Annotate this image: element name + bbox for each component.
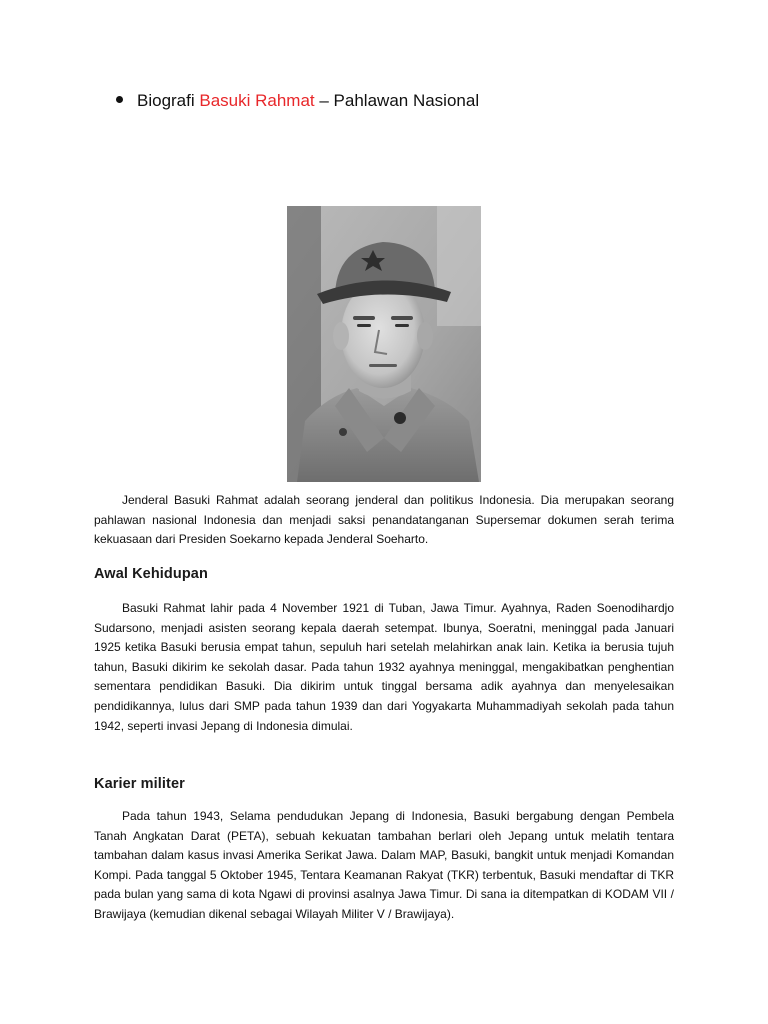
portrait-photo	[287, 206, 481, 482]
page-title	[116, 89, 479, 113]
title-suffix: – Pahlawan Nasional	[314, 91, 480, 110]
intro-paragraph: Jenderal Basuki Rahmat adalah seorang jenderal dan politikus Indonesia. Dia merupakan seorang pahlawan nasional Indonesia dan menjadi saksi penandatanganan Supersemar dokumen serah terima kekuasaan dari Presiden Soekarno kepada Jenderal Soeharto.	[94, 493, 674, 547]
section-heading-awal-kehidupan: Awal Kehidupan	[94, 566, 208, 582]
section-heading-karier-militer: Karier militer	[94, 776, 185, 792]
title-highlight: Basuki Rahmat	[199, 91, 315, 110]
section-body-awal-kehidupan: Basuki Rahmat lahir pada 4 November 1921 di Tuban, Jawa Timur. Ayahnya, Raden Soenodihardjo Sudarsono, menjadi asisten seorang kepala daerah setempat. Ibunya, Soeratni, meninggal pada Januari 1925 ketika Basuki berusia empat tahun, sepuluh hari setelah melahirkan anak lain. Ketika ia berusia tujuh tahun, Basuki dikirim ke sekolah dasar. Pada tahun 1932 ayahnya meninggal, mengakibatkan penghentian sementara pendidikan Basuki. Dia dikirim untuk tinggal bersama adik ayahnya dan menyelesaikan pendidikannya, lulus dari SMP pada tahun 1939 dan dari Yogyakarta Muhammadiyah sekolah pada tahun 1942, seperti invasi Jepang di Indonesia dimulai.	[94, 601, 674, 733]
title-prefix: Biografi	[137, 91, 200, 110]
bullet-icon	[116, 96, 123, 103]
section-body-karier-militer: Pada tahun 1943, Selama pendudukan Jepang di Indonesia, Basuki bergabung dengan Pembela Tanah Angkatan Darat (PETA), sebuah kekuatan tambahan berlari oleh Jepang untuk melatih tentara tambahan dalam kasus invasi Amerika Serikat Jawa. Dalam MAP, Basuki, bangkit untuk menjadi Komandan Kompi. Pada tanggal 5 Oktober 1945, Tentara Keamanan Rakyat (TKR) terbentuk, Basuki mendaftar di TKR pada bulan yang sama di kota Ngawi di provinsi asalnya Jawa Timur. Di sana ia ditempatkan di KODAM VII / Brawijaya (kemudian dikenal sebagai Wilayah Militer V / Brawijaya).	[94, 809, 674, 921]
